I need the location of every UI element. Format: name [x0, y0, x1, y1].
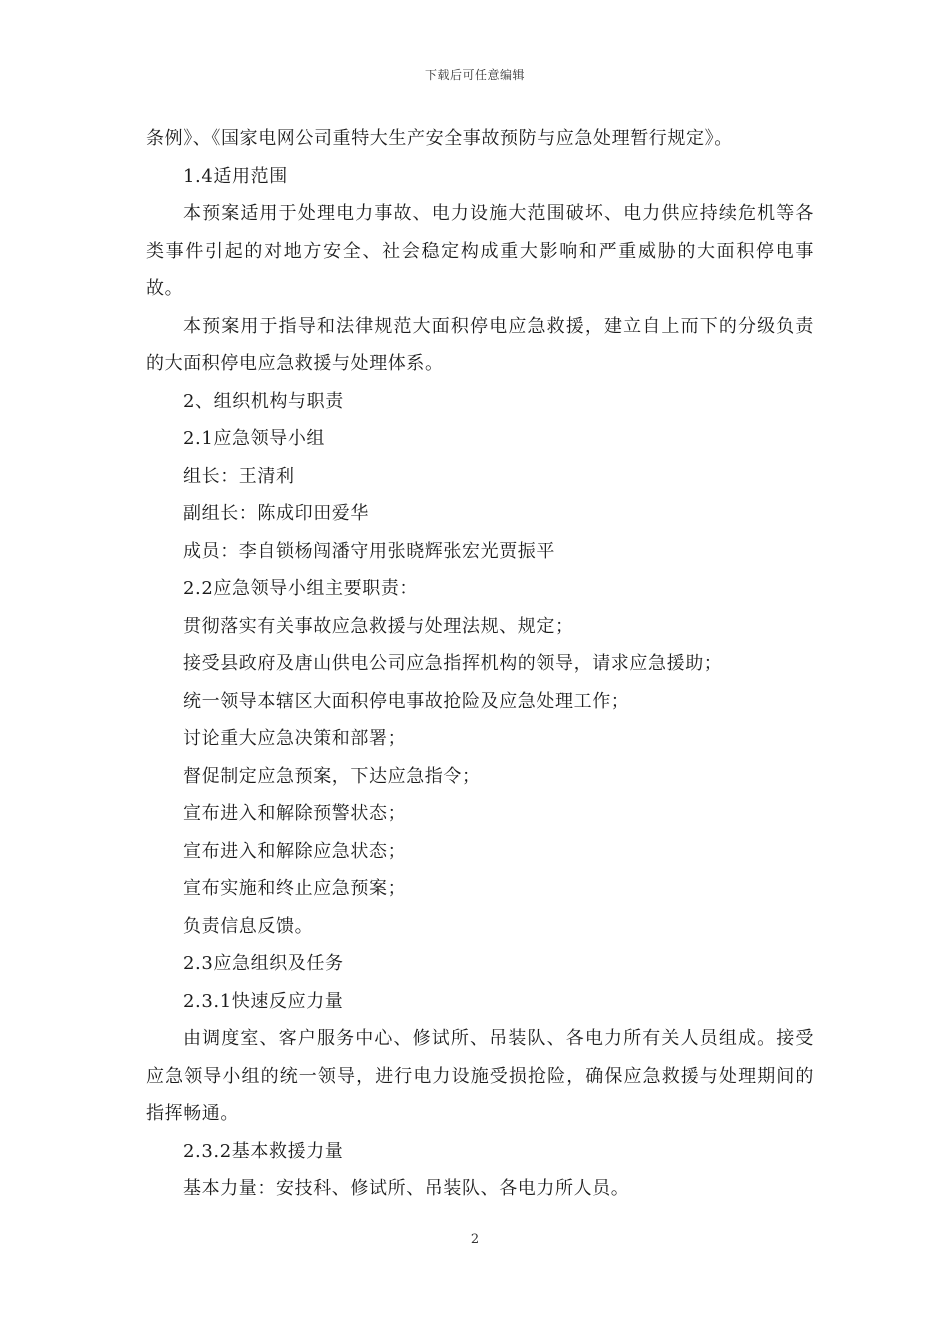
paragraph: 条例》、《国家电网公司重特大生产安全事故预防与应急处理暂行规定》。: [146, 128, 733, 149]
list-item: 讨论重大应急决策和部署；: [183, 728, 407, 749]
section-heading: 2.3.2基本救援力量: [183, 1140, 344, 1162]
list-item: 接受县政府及唐山供电公司应急指挥机构的领导，请求应急援助；: [183, 653, 723, 674]
list-item: 宣布实施和终止应急预案；: [183, 878, 407, 899]
list-item: 宣布进入和解除预警状态；: [183, 803, 407, 824]
section-heading: 1.4适用范围: [183, 165, 288, 187]
list-item: 宣布进入和解除应急状态；: [183, 840, 407, 862]
section-heading: 2.3.1快速反应力量: [183, 990, 344, 1012]
section-heading: 2.3应急组织及任务: [183, 953, 344, 974]
section-heading: 2.1应急领导小组: [183, 428, 326, 449]
paragraph: 本预案适用于处理电力事故、电力设施大范围破坏、电力供应持续危机等各类事件引起的对地方安全、社会稳定构成重大影响和严重威胁的大面积停电事故。: [146, 203, 814, 299]
document-body: [146, 120, 814, 1208]
list-item: 督促制定应急预案，下达应急指令；: [183, 765, 481, 787]
page-number: 2: [470, 1232, 480, 1247]
paragraph: 基本力量：安技科、修试所、吊装队、各电力所人员。: [183, 1178, 630, 1199]
page-header-note: 下载后可任意编辑: [424, 68, 525, 82]
section-heading: 2.2应急领导小组主要职责：: [183, 578, 419, 599]
paragraph: 本预案用于指导和法律规范大面积停电应急救援，建立自上而下的分级负责的大面积停电应急救援与处理体系。: [146, 315, 814, 374]
list-item: 统一领导本辖区大面积停电事故抢险及应急处理工作；: [183, 690, 630, 712]
section-heading: 2、组织机构与职责: [183, 390, 344, 412]
paragraph: 由调度室、客户服务中心、修试所、吊装队、各电力所有关人员组成。接受应急领导小组的统一领导，进行电力设施受损抢险，确保应急救援与处理期间的指挥畅通。: [146, 1028, 814, 1124]
paragraph: 组长：王清利: [183, 465, 295, 487]
paragraph: 副组长：陈成印田爱华: [183, 503, 369, 524]
list-item: 贯彻落实有关事故应急救援与处理法规、规定；: [183, 615, 574, 637]
paragraph: 成员：李自锁杨闯潘守用张晓辉张宏光贾振平: [183, 540, 555, 562]
list-item: 负责信息反馈。: [183, 915, 314, 937]
